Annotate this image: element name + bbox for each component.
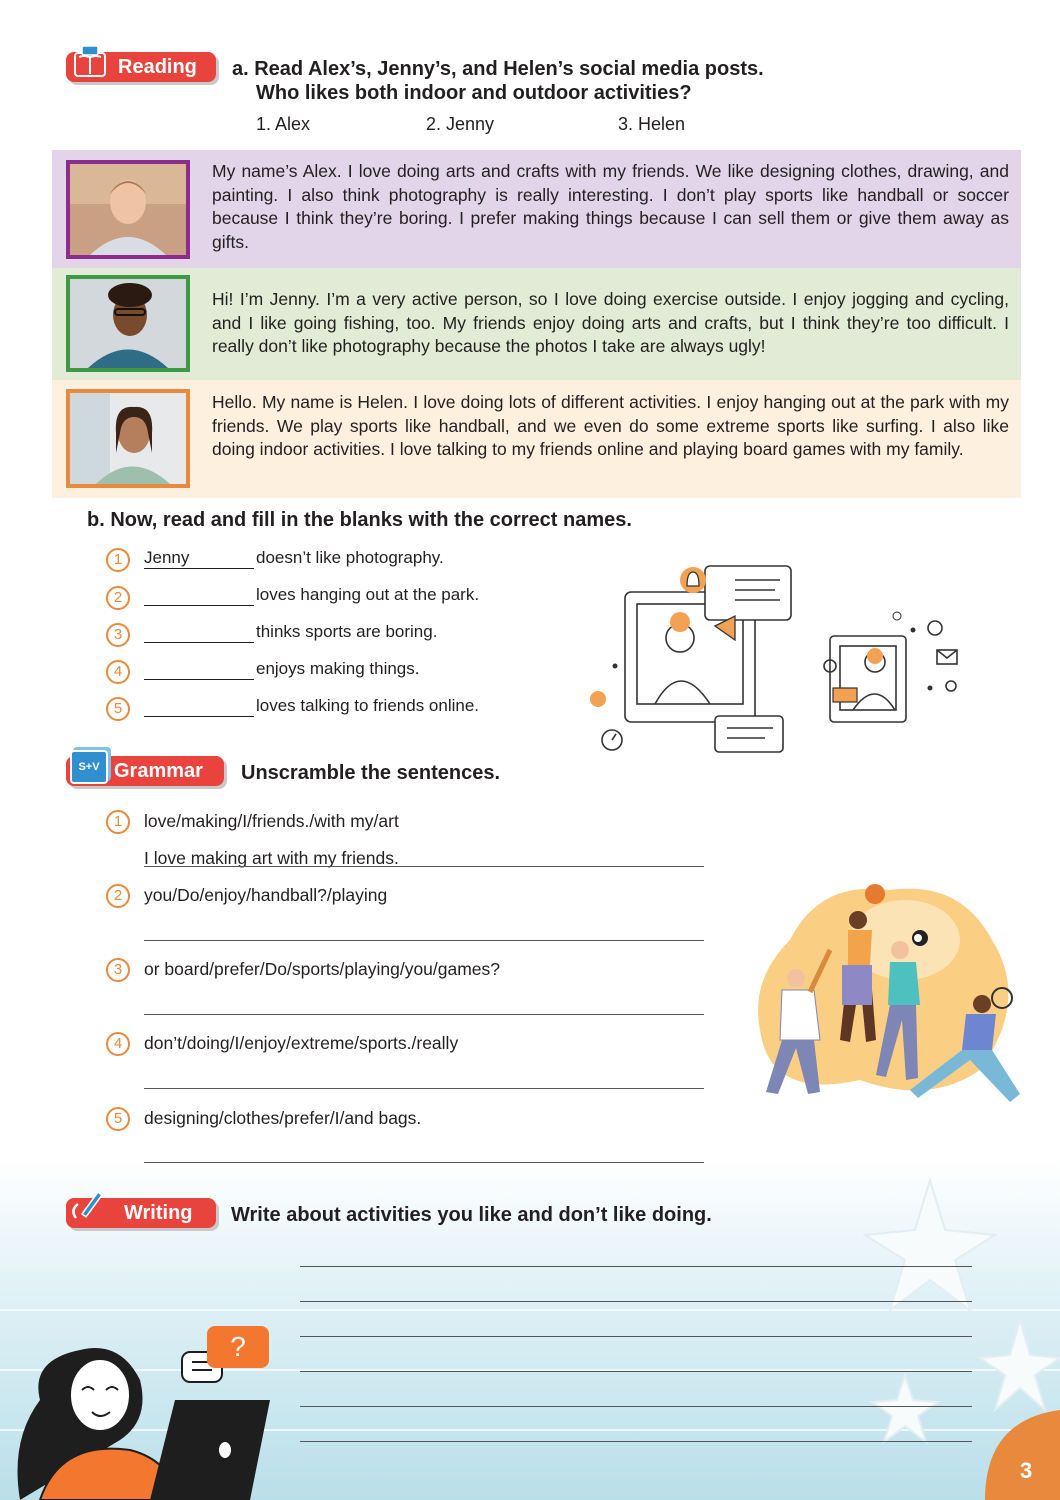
option-helen[interactable]: 3. Helen [618,114,686,134]
scrambled-1: love/making/I/friends./with my/art [144,811,399,831]
answer-line-4[interactable] [144,1088,704,1089]
item-number: 3 [106,958,130,982]
reading-question-line2: Who likes both indoor and outdoor activities? [256,82,692,104]
post-helen [52,380,1021,498]
post-jenny [52,268,1021,380]
part-b-heading: b. Now, read and fill in the blanks with the correct names. [87,509,632,531]
fill-text-4: enjoys making things. [256,659,420,678]
jenny-photo [66,275,190,372]
reading-question [232,57,764,105]
answer-line-2[interactable] [144,940,704,941]
sv-icon [70,750,108,784]
item-number: 5 [106,697,130,721]
writing-instruction: Write about activities you like and don’t like doing. [231,1204,712,1226]
option-alex[interactable]: 1. Alex [256,114,311,134]
reading-question-line1: a. Read Alex’s, Jenny’s, and Helen’s social media posts. [232,58,764,80]
blank-4[interactable] [144,659,254,680]
item-number: 4 [106,660,130,684]
bell-icon [687,572,699,586]
reading-badge [66,52,216,82]
answer-line-3[interactable] [144,1014,704,1015]
item-number: 1 [106,548,130,572]
helen-post-text: Hello. My name is Helen. I love doing lots of different activities. I enjoy hanging out at the park with my friends. We play sports like handball, and we even do some extreme sports like surfing. I also like doing indoor activities. I love talking to my friends online and playing board games with my family. [212,392,1009,460]
option-jenny[interactable]: 2. Jenny [426,114,495,134]
scrambled-3: or board/prefer/Do/sports/playing/you/games? [144,959,501,979]
answer-line-text-1: I love making art with my friends. [144,848,399,868]
fill-text-2: loves hanging out at the park. [256,585,480,604]
blank-2[interactable] [144,585,254,606]
reading-badge-label: Reading [118,56,197,78]
pencil-icon [68,1188,104,1224]
writing-line-4[interactable] [300,1371,972,1372]
item-number: 2 [106,884,130,908]
writing-line-2[interactable] [300,1301,972,1302]
answer-line-1[interactable] [144,866,704,867]
answer-line-5[interactable] [144,1162,704,1163]
scrambled-5: designing/clothes/prefer/I/and bags. [144,1108,422,1128]
book-icon [72,44,108,80]
writing-badge-label: Writing [124,1202,193,1224]
fill-text-5: loves talking to friends online. [256,696,480,715]
jenny-post-text: Hi! I’m Jenny. I’m a very active person, so I love doing exercise outside. I enjoy jogging and cycling, and I like going fishing, too. My friends enjoy doing arts and crafts, but I think they’re too difficult. I really don’t like photography because the photos I take are always ugly! [212,289,1009,357]
page-number: 3 [1020,1458,1033,1483]
item-number: 4 [106,1032,130,1056]
helen-photo [66,389,190,488]
answer-1: Jenny [144,548,190,567]
writing-line-1[interactable] [300,1266,972,1267]
grammar-instruction: Unscramble the sentences. [241,762,500,784]
social-media-illustration [585,558,975,758]
item-number: 5 [106,1107,130,1131]
item-number: 2 [106,586,130,610]
writing-line-3[interactable] [300,1336,972,1337]
grammar-badge-label: Grammar [114,760,203,782]
post-alex [52,150,1021,268]
scrambled-2: you/Do/enjoy/handball?/playing [144,885,388,905]
sports-illustration [730,880,1035,1110]
scrambled-4: don’t/doing/I/enjoy/extreme/sports./really [144,1033,459,1053]
grammar-badge [66,756,224,786]
writing-line-6[interactable] [300,1441,972,1442]
fill-text-3: thinks sports are boring. [256,622,438,641]
blank-3[interactable] [144,622,254,643]
alex-photo [66,160,190,259]
item-number: 1 [106,810,130,834]
question-bubble [207,1326,269,1368]
writing-line-5[interactable] [300,1406,972,1407]
item-number: 3 [106,623,130,647]
blank-5[interactable] [144,696,254,717]
sv-icon-label: S+V [78,761,100,773]
writing-badge [66,1198,216,1228]
fill-text-1: doesn’t like photography. [256,548,444,567]
question-mark-icon: ? [230,1331,246,1362]
alex-post-text: My name’s Alex. I love doing arts and crafts with my friends. We like designing clothes, drawing, and painting. I also think photography is really interesting. I don’t play sports like handball or soccer because I think they’re boring. I prefer making things because I can sell them or give them away as gifts. [212,161,1009,253]
